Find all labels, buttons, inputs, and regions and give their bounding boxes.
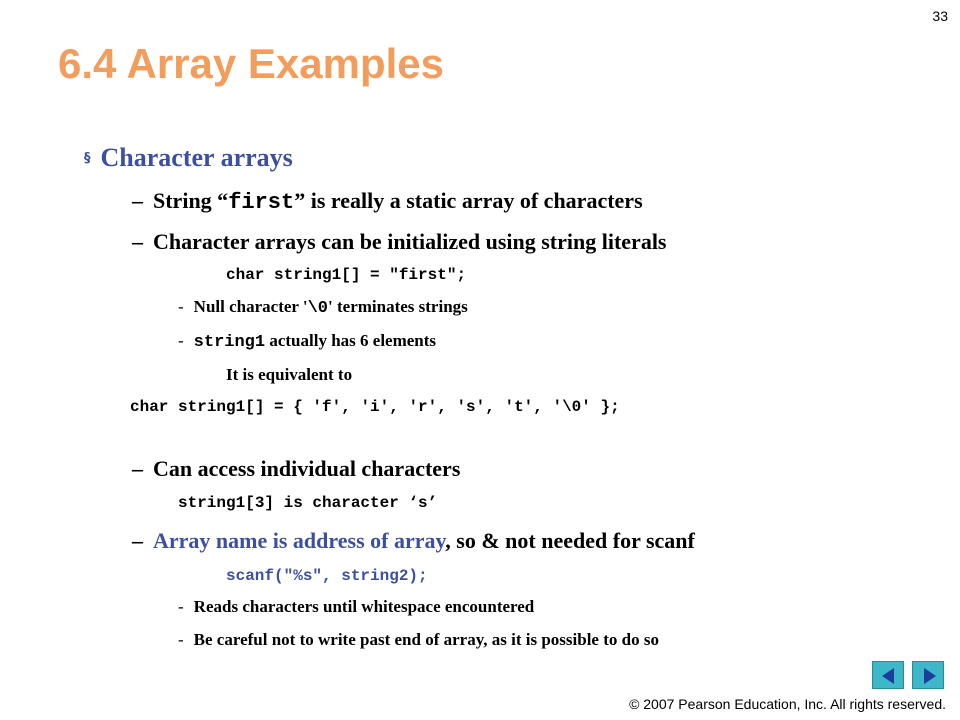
dash-bullet: –	[132, 188, 143, 213]
subbullet-initialized: – Character arrays can be initialized using string literals	[132, 229, 667, 254]
subsub-null-character: - Null character '\0' terminates strings	[178, 297, 468, 318]
code-equivalent: char string1[] = { 'f', 'i', 'r', 's', 't', '\0' };	[130, 398, 620, 416]
slide-title: 6.4 Array Examples	[58, 40, 445, 87]
dash-bullet: –	[132, 456, 143, 481]
bullet-character-arrays	[84, 143, 293, 173]
page-number: 33	[932, 8, 948, 24]
code-index: string1[3] is character ‘s’	[178, 494, 438, 512]
dash-bullet: –	[132, 229, 143, 254]
bullet-text: Character arrays	[100, 143, 293, 172]
dash-bullet: –	[132, 528, 143, 553]
subsub-reads: - Reads characters until whitespace encountered	[178, 597, 535, 616]
equivalent-note: It is equivalent to	[226, 365, 353, 384]
subbullet-string-first: – String “first” is really a static array of characters	[132, 188, 643, 215]
previous-arrow-icon	[882, 668, 894, 684]
next-slide-button[interactable]	[912, 661, 944, 689]
subbullet-access: – Can access individual characters	[132, 456, 461, 481]
code-declaration: char string1[] = "first";	[226, 266, 467, 284]
previous-slide-button[interactable]	[872, 661, 904, 689]
subbullet-array-name: – Array name is address of array, so & not needed for scanf	[132, 528, 695, 553]
copyright-footer: © 2007 Pearson Education, Inc. All rights reserved.	[629, 696, 946, 712]
code-first: first	[228, 190, 295, 215]
subsub-six-elements: - string1 actually has 6 elements	[178, 331, 437, 352]
square-bullet-icon: §	[84, 151, 91, 166]
subsub-careful: - Be careful not to write past end of array, as it is possible to do so	[178, 630, 659, 649]
next-arrow-icon	[924, 668, 936, 684]
code-scanf: scanf("%s", string2);	[226, 567, 428, 585]
